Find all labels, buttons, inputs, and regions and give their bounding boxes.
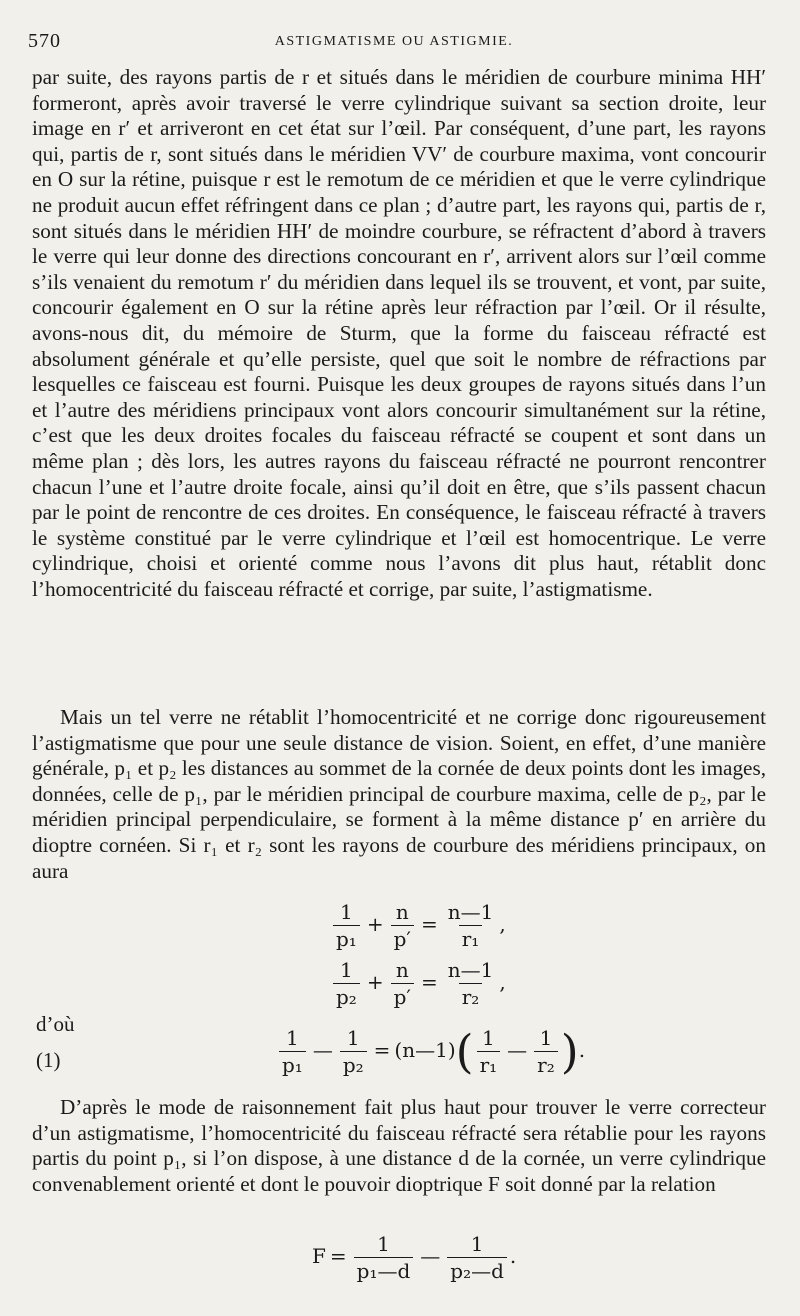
fraction: $\frac{n}{p'}$ <box>391 900 414 951</box>
page-number: 570 <box>28 30 61 52</box>
page-header <box>28 30 760 60</box>
paragraph-1: par suite, des rayons partis de r et situés dans le méridien de courbure minima HH′ formeront, après avoir traversé le verre cylindrique suivant sa section droite, leur image en r′ et arriveront en cet état sur l’œil. Par conséquent, d’une part, les rayons qui, partis de r, sont situés dans le méridien VV′ de courbure maxima, vont concourir en O sur la rétine, puisque r est le remotum de ce méridien et que le verre cylindrique ne produit aucun effet réfringent dans ce plan ; d’autre part, les rayons qui, partis de r, sont situés dans le méridien HH′ de moindre courbure, se réfractent d’abord à travers le verre qui leur donne des directions concourant en r′, arrivent alors sur l’œil comme s’ils venaient du remotum r′ du méridien dans lequel ils se trouvent, et vont, par suite, concourir également en O sur la rétine après leur réfraction par l’œil. Or il résulte, avons-nous dit, du mémoire de Sturm, que la forme du faisceau réfracté est absolument générale et qu’elle persiste, quel que soit le nombre de réfractions par lesquelles ce faisceau est fourni. Puisque les deux groupes de rayons situés dans l’un et l’autre des méridiens principaux vont alors concourir simultanément sur la rétine, c’est que les deux droites focales du faisceau réfracté se coupent et sont dans un même plan ; dès lors, les autres rayons du faisceau réfracté ne pourront rencontrer chacun l’une et l’autre droite focale, ainsi qu’il doit en être, que s’ils passent chacun par le point de rencontre de ces droites. En conséquence, le faisceau réfracté à travers le système constitué par le verre cylindrique et l’œil est homocentrique. Le verre cylindrique, choisi et orienté comme nous l’avons dit plus haut, rétablit donc l’homocentricité du faisceau réfracté et corrige, par suite, l’astigmatisme. <box>32 65 766 601</box>
fraction: $\frac{1}{\text{p₂}}$ <box>333 958 360 1009</box>
equation-4: F = $\frac{1}{\text{p₁—d}}$ — $\frac{1}{\text{p₂—d}}$ . <box>312 1232 517 1283</box>
fraction: $\frac{1}{\text{p₁}}$ <box>333 900 360 951</box>
equation-1: $\frac{1}{\text{p₁}}$ + $\frac{n}{p'}$ = $\frac{n—1}{\text{r₁}}$ , <box>330 900 506 951</box>
dou-text: d’où <box>36 1012 75 1036</box>
fraction: $\frac{1}{\text{p₂}}$ <box>340 1026 367 1077</box>
running-head: ASTIGMATISME OU ASTIGMIE. <box>274 34 514 49</box>
paragraph-2: Mais un tel verre ne rétablit l’homocentricité et ne corrige donc rigoureusement l’astigmatisme que pour une seule distance de vision. Soient, en effet, d’une manière générale, p₁ et p₂ les distances au sommet de la cornée de deux points dont les images, données, celle de p₁, par le méridien principal de courbure maxima, celle de p₂, par le méridien principal perpendiculaire, se forment à la même distance p′ en arrière du dioptre cornéen. Si r₁ et r₂ sont les rayons de courbure des méridiens principaux, on aura <box>32 705 766 883</box>
paragraph-3: D’après le mode de raisonnement fait plus haut pour trouver le verre correcteur d’un astigmatisme, l’homocentricité du faisceau réfracté sera rétablie pour les rayons partis du point p₁, si l’on dispose, à une distance d de la cornée, un verre cylindrique convenablement orienté et dont le pouvoir dioptrique F soit donné par la relation <box>32 1095 766 1196</box>
equation-2: $\frac{1}{\text{p₂}}$ + $\frac{n}{p'}$ = $\frac{n—1}{\text{r₂}}$ , <box>330 958 506 1009</box>
fraction: $\frac{1}{\text{p₁}}$ <box>279 1026 306 1077</box>
equation-3: $\frac{1}{\text{p₁}}$ — $\frac{1}{\text{p₂}}$ = (n—1)( $\frac{1}{\text{r₁}}$ — $\frac{1}{\text{r₂}}$ ). <box>276 1026 585 1077</box>
fraction: $\frac{n—1}{\text{r₂}}$ <box>447 958 494 1009</box>
equation-number: (1) <box>36 1048 61 1072</box>
fraction: $\frac{1}{\text{r₁}}$ <box>477 1026 501 1077</box>
fraction: $\frac{n—1}{\text{r₁}}$ <box>447 900 494 951</box>
fraction: $\frac{n}{p'}$ <box>391 958 414 1009</box>
fraction: $\frac{1}{\text{p₂—d}}$ <box>447 1232 507 1283</box>
fraction: $\frac{1}{\text{r₂}}$ <box>534 1026 558 1077</box>
fraction: $\frac{1}{\text{p₁—d}}$ <box>354 1232 414 1283</box>
